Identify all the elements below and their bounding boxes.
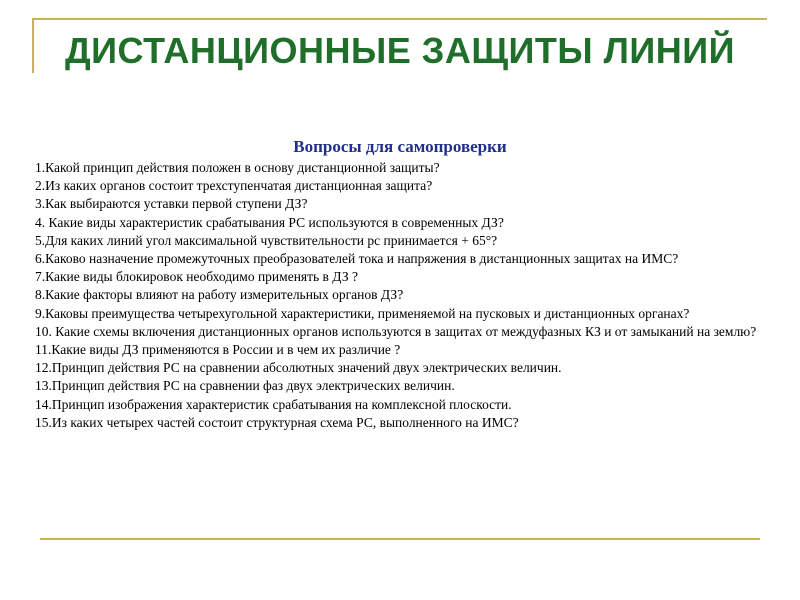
slide-subtitle: Вопросы для самопроверки [293,137,507,156]
question-item: 2.Из каких органов состоит трехступенчатая дистанционная защита? [35,178,433,194]
question-item: 14.Принцип изображения характеристик срабатывания на комплексной плоскости. [35,396,512,412]
question-item: 3.Как выбираются уставки первой ступени ДЗ? [35,196,308,212]
question-item: 11.Какие виды ДЗ применяются в России и в чем их различие ? [35,342,401,358]
top-rule [32,18,767,20]
question-item: 4. Какие виды характеристик срабатывания РС используются в современных ДЗ? [35,214,504,230]
question-item: 7.Какие виды блокировок необходимо применять в ДЗ ? [35,269,358,285]
question-item: 1.Какой принцип действия положен в основу дистанционной защиты? [35,160,440,175]
question-item: 6.Каково назначение промежуточных преобразователей тока и напряжения в дистанционных защитах на ИМС? [35,251,679,267]
question-item: 10. Какие схемы включения дистанционных органов используются в защитах от междуфазных КЗ и от замыканий на землю? [35,323,757,339]
slide-title: ДИСТАНЦИОННЫЕ ЗАЩИТЫ ЛИНИЙ [65,30,735,71]
questions-list [35,159,758,432]
question-item: 13.Принцип действия РС на сравнении фаз двух электрических величин. [35,378,455,394]
question-item: 12.Принцип действия РС на сравнении абсолютных значений двух электрических величин. [35,360,562,376]
question-item: 15.Из каких четырех частей состоит структурная схема РС, выполненного на ИМС? [35,414,519,430]
question-item: 5.Для каких линий угол максимальной чувствительности рс принимается + 65°? [35,232,498,248]
bottom-rule [40,538,760,540]
question-item: 9.Каковы преимущества четырехугольной характеристики, применяемой на пусковых и дистанционных органах? [35,305,690,321]
question-item: 8.Какие факторы влияют на работу измерительных органов ДЗ? [35,287,404,303]
